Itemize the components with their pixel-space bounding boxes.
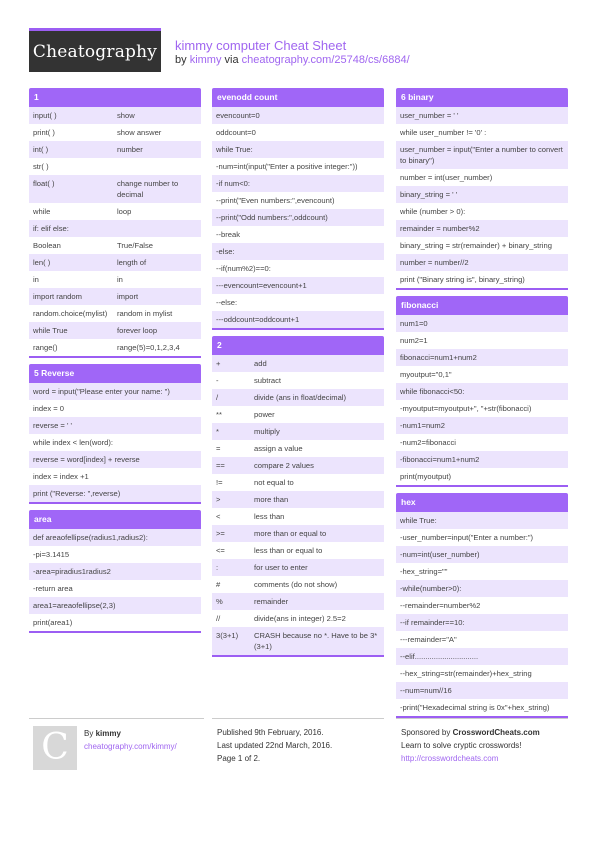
row-key: * xyxy=(216,427,219,436)
section-2 xyxy=(212,336,384,657)
column-3 xyxy=(396,88,568,724)
row-value: power xyxy=(254,410,275,419)
sheet-url-link[interactable]: cheatography.com/25748/cs/6884/ xyxy=(241,54,410,66)
table-row xyxy=(29,339,201,356)
table-row: -pi=3.1415 xyxy=(29,546,201,563)
footer-sponsor xyxy=(396,718,568,765)
table-row: user_number = input("Enter a number to convert to binary") xyxy=(396,141,568,169)
table-row: -num2=fibonacci xyxy=(396,434,568,451)
section-1 xyxy=(29,88,201,358)
footer-author xyxy=(29,718,204,768)
row-key: str( ) xyxy=(33,162,49,171)
section-body xyxy=(212,355,384,655)
row-key: random.choice(mylist) xyxy=(33,309,108,318)
row-value: CRASH because no *. Have to be 3*(3+1) xyxy=(254,631,378,651)
row-value: less than or equal to xyxy=(254,546,323,555)
row-value: compare 2 values xyxy=(254,461,314,470)
table-row xyxy=(212,491,384,508)
table-row: binary_string = str(remainder) + binary_string xyxy=(396,237,568,254)
section-body xyxy=(396,512,568,716)
section-body xyxy=(29,529,201,631)
row-value: subtract xyxy=(254,376,282,385)
row-key: range() xyxy=(33,343,58,352)
table-row: print(myoutput) xyxy=(396,468,568,485)
sponsor-tagline: Learn to solve cryptic crosswords! xyxy=(401,741,522,750)
table-row xyxy=(212,525,384,542)
divider xyxy=(396,718,568,719)
table-row: --hex_string=str(remainder)+hex_string xyxy=(396,665,568,682)
table-row: while True: xyxy=(212,141,384,158)
row-value: in xyxy=(117,275,123,284)
table-row xyxy=(29,158,201,175)
row-key: import random xyxy=(33,292,82,301)
row-key: - xyxy=(216,376,219,385)
row-key: % xyxy=(216,597,223,606)
table-row: while True: xyxy=(396,512,568,529)
table-row xyxy=(212,576,384,593)
table-row: -else: xyxy=(212,243,384,260)
table-row xyxy=(212,559,384,576)
table-row xyxy=(29,124,201,141)
row-value: less than xyxy=(254,512,285,521)
table-row: -fibonacci=num1+num2 xyxy=(396,451,568,468)
table-row xyxy=(212,440,384,457)
row-key: > xyxy=(216,495,221,504)
table-row: -area=piradius1radius2 xyxy=(29,563,201,580)
row-key: input( ) xyxy=(33,111,57,120)
table-row xyxy=(29,220,201,237)
table-row xyxy=(212,355,384,372)
row-key: >= xyxy=(216,529,225,538)
row-key: int( ) xyxy=(33,145,49,154)
table-row xyxy=(29,141,201,158)
section-header: hex xyxy=(396,493,568,512)
published-date: Published 9th February, 2016. xyxy=(217,728,324,737)
row-key: float( ) xyxy=(33,179,55,188)
table-row: number = int(user_number) xyxy=(396,169,568,186)
row-key: while True xyxy=(33,326,68,335)
table-row: -num=int(input("Enter a positive integer:")) xyxy=(212,158,384,175)
table-row: --if remainder==10: xyxy=(396,614,568,631)
table-row xyxy=(212,593,384,610)
row-value: change number to decimal xyxy=(117,179,179,199)
row-value: multiply xyxy=(254,427,280,436)
row-value: True/False xyxy=(117,241,154,250)
table-row: myoutput="0,1" xyxy=(396,366,568,383)
avatar: C xyxy=(33,726,77,770)
row-value: show xyxy=(117,111,135,120)
row-value: assign a value xyxy=(254,444,303,453)
table-row: while index < len(word): xyxy=(29,434,201,451)
row-key: < xyxy=(216,512,221,521)
table-row xyxy=(212,610,384,627)
table-row: --elif.............................. xyxy=(396,648,568,665)
section-area xyxy=(29,510,201,633)
page-title: kimmy computer Cheat Sheet xyxy=(175,38,347,53)
table-row xyxy=(212,372,384,389)
table-row: -myoutput=myoutput+", "+str(fibonacci) xyxy=(396,400,568,417)
author-name: kimmy xyxy=(95,729,121,738)
table-row: --num=num//16 xyxy=(396,682,568,699)
row-value: length of xyxy=(117,258,147,267)
row-value: divide(ans in integer) 2.5=2 xyxy=(254,614,346,623)
row-key: / xyxy=(216,393,219,402)
row-value xyxy=(117,161,197,172)
table-row xyxy=(212,457,384,474)
sponsor-link[interactable]: http://crosswordcheats.com xyxy=(401,754,499,763)
table-row: remainder = number%2 xyxy=(396,220,568,237)
column-1 xyxy=(29,88,201,639)
table-row: evencount=0 xyxy=(212,107,384,124)
table-row: print(area1) xyxy=(29,614,201,631)
row-key: + xyxy=(216,359,221,368)
table-row: index = index +1 xyxy=(29,468,201,485)
table-row xyxy=(212,389,384,406)
table-row: --if(num%2)==0: xyxy=(212,260,384,277)
table-row: num2=1 xyxy=(396,332,568,349)
table-row xyxy=(29,305,201,322)
divider xyxy=(212,718,384,719)
table-row: --print("Even numbers:",evencount) xyxy=(212,192,384,209)
row-value: for user to enter xyxy=(254,563,308,572)
column-2 xyxy=(212,88,384,663)
footer-dates xyxy=(212,718,384,765)
table-row xyxy=(212,508,384,525)
row-value: comments (do not show) xyxy=(254,580,338,589)
row-value: not equal to xyxy=(254,478,294,487)
table-row: while (number > 0): xyxy=(396,203,568,220)
table-row xyxy=(29,254,201,271)
table-row: --else: xyxy=(212,294,384,311)
row-value: more than xyxy=(254,495,289,504)
table-row: number = number//2 xyxy=(396,254,568,271)
row-value: add xyxy=(254,359,267,368)
row-value: random in mylist xyxy=(117,309,173,318)
section-body xyxy=(29,383,201,502)
table-row xyxy=(29,271,201,288)
section-header: 1 xyxy=(29,88,201,107)
table-row xyxy=(29,237,201,254)
table-row xyxy=(212,423,384,440)
table-row: -num1=num2 xyxy=(396,417,568,434)
table-row: index = 0 xyxy=(29,400,201,417)
table-row: -num=int(user_number) xyxy=(396,546,568,563)
row-value: remainder xyxy=(254,597,289,606)
cheatography-logo[interactable]: Cheatography xyxy=(29,28,161,72)
row-key: != xyxy=(216,478,223,487)
row-value: more than or equal to xyxy=(254,529,327,538)
row-value: range(5)=0,1,2,3,4 xyxy=(117,343,180,352)
row-value: divide (ans in float/decimal) xyxy=(254,393,347,402)
table-row: ---oddcount=oddcount+1 xyxy=(212,311,384,328)
row-key: # xyxy=(216,580,221,589)
table-row: binary_string = ' ' xyxy=(396,186,568,203)
section-body xyxy=(396,107,568,288)
section-header: fibonacci xyxy=(396,296,568,315)
row-key: print( ) xyxy=(33,128,55,137)
table-row xyxy=(29,322,201,339)
row-key: // xyxy=(216,614,221,623)
table-row: --break xyxy=(212,226,384,243)
row-key: Boolean xyxy=(33,241,61,250)
title-block xyxy=(175,38,410,67)
table-row xyxy=(212,406,384,423)
row-value: number xyxy=(117,145,143,154)
row-key: 3(3+1) xyxy=(216,631,239,640)
row-value: forever loop xyxy=(117,326,158,335)
table-row: reverse = word[index] + reverse xyxy=(29,451,201,468)
table-row: --print("Odd numbers:",oddcount) xyxy=(212,209,384,226)
row-value: show answer xyxy=(117,128,162,137)
updated-date: Last updated 22nd March, 2016. xyxy=(217,741,333,750)
row-key: = xyxy=(216,444,221,453)
table-row: -return area xyxy=(29,580,201,597)
table-row: word = input("Please enter your name: ") xyxy=(29,383,201,400)
author-link[interactable]: kimmy xyxy=(189,54,222,66)
section-6-binary xyxy=(396,88,568,290)
section-body xyxy=(396,315,568,485)
author-profile-link[interactable]: cheatography.com/kimmy/ xyxy=(84,742,177,751)
table-row: user_number = ' ' xyxy=(396,107,568,124)
row-key: == xyxy=(216,461,225,470)
row-key: in xyxy=(33,275,39,284)
section-fibonacci xyxy=(396,296,568,487)
table-row xyxy=(29,288,201,305)
row-value: import xyxy=(117,292,139,301)
section-header: 6 binary xyxy=(396,88,568,107)
row-value: loop xyxy=(117,207,132,216)
section-header: 5 Reverse xyxy=(29,364,201,383)
table-row: -print("Hexadecimal string is 0x"+hex_string) xyxy=(396,699,568,716)
table-row: def areaofellipse(radius1,radius2): xyxy=(29,529,201,546)
table-row: while user_number != '0' : xyxy=(396,124,568,141)
table-row: area1=areaofellipse(2,3) xyxy=(29,597,201,614)
table-row: -user_number=input("Enter a number:") xyxy=(396,529,568,546)
section-header: area xyxy=(29,510,201,529)
row-key: while xyxy=(33,207,51,216)
table-row: ---evencount=evencount+1 xyxy=(212,277,384,294)
table-row: print ("Reverse: ",reverse) xyxy=(29,485,201,502)
table-row: fibonacci=num1+num2 xyxy=(396,349,568,366)
by-label: By xyxy=(84,729,94,738)
row-key: : xyxy=(216,563,219,572)
section-5-reverse xyxy=(29,364,201,504)
table-row: -while(number>0): xyxy=(396,580,568,597)
byline xyxy=(175,53,410,67)
table-row xyxy=(212,474,384,491)
table-row: --remainder=number%2 xyxy=(396,597,568,614)
via-label: via xyxy=(224,54,239,66)
row-value xyxy=(117,223,197,234)
table-row: oddcount=0 xyxy=(212,124,384,141)
table-row: print ("Binary string is", binary_string) xyxy=(396,271,568,288)
table-row: while fibonacci<50: xyxy=(396,383,568,400)
section-header: evenodd count xyxy=(212,88,384,107)
section-evenodd-count xyxy=(212,88,384,330)
table-row xyxy=(29,107,201,124)
divider xyxy=(29,718,204,719)
table-row: num1=0 xyxy=(396,315,568,332)
table-row: -if num<0: xyxy=(212,175,384,192)
sponsored-by-label: Sponsored by xyxy=(401,728,451,737)
sponsor-name: CrosswordCheats.com xyxy=(452,728,540,737)
page-number: Page 1 of 2. xyxy=(217,754,261,763)
table-row: -hex_string="" xyxy=(396,563,568,580)
table-row xyxy=(29,175,201,203)
row-key: len( ) xyxy=(33,258,51,267)
table-row: reverse = ' ' xyxy=(29,417,201,434)
row-key: ** xyxy=(216,410,222,419)
section-header: 2 xyxy=(212,336,384,355)
by-label: by xyxy=(175,54,187,66)
table-row xyxy=(212,627,384,655)
row-key: <= xyxy=(216,546,225,555)
section-hex xyxy=(396,493,568,718)
table-row xyxy=(29,203,201,220)
table-row: ---remainder="A" xyxy=(396,631,568,648)
section-body xyxy=(29,107,201,356)
section-body xyxy=(212,107,384,328)
table-row xyxy=(212,542,384,559)
row-key: if: elif else: xyxy=(33,224,69,233)
